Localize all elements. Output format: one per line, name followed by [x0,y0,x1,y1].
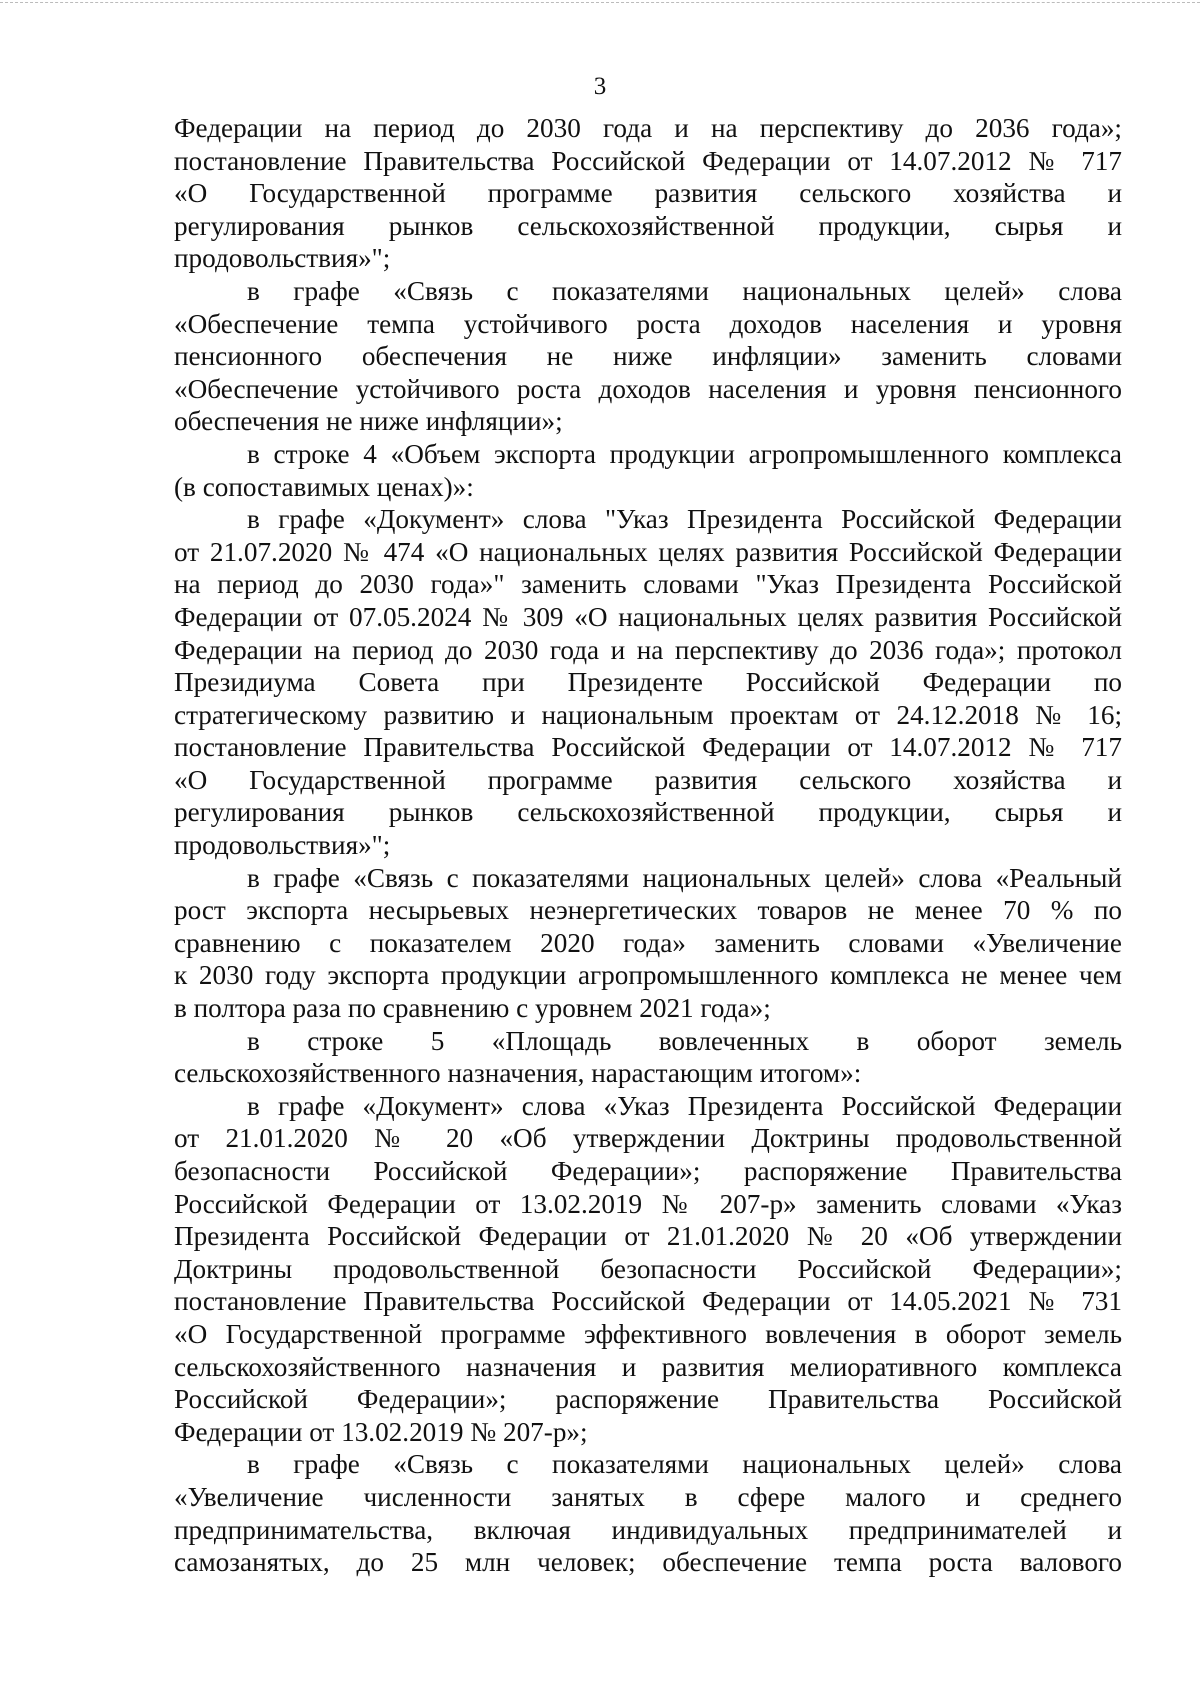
text-line: Президиума Совета при Президенте Российской Федерации по [174,667,1122,698]
page-number: 3 [593,73,607,100]
text-line: предпринимательства, включая индивидуальных предпринимателей и [174,1514,1122,1545]
text-line: рост экспорта несырьевых неэнергетических товаров не менее 70 % по [174,895,1122,926]
text-line: от 21.01.2020 № 20 «Об утверждении Доктрины продовольственной [174,1123,1122,1154]
text-line: постановление Правительства Российской Федерации от 14.05.2021 № 731 [174,1286,1122,1317]
text-line: сравнению с показателем 2020 года» заменить словами «Увеличение [174,927,1122,958]
text-line: Президента Российской Федерации от 21.01.2020 № 20 «Об утверждении [174,1221,1122,1252]
text-line: Российской Федерации»; распоряжение Правительства Российской [174,1384,1122,1415]
text-line: продовольствия»"; [174,830,391,861]
text-line: постановление Правительства Российской Федерации от 14.07.2012 № 717 [174,732,1122,763]
text-line: «Обеспечение устойчивого роста доходов населения и уровня пенсионного [174,373,1122,404]
text-line: в графе «Документ» слова "Указ Президента Российской Федерации [247,504,1122,535]
text-line: в графе «Связь с показателями национальных целей» слова «Реальный [247,862,1122,893]
text-line: Российской Федерации от 13.02.2019 № 207-р» заменить словами «Указ [174,1188,1122,1219]
text-line: Федерации от 07.05.2024 № 309 «О национальных целях развития Российской [174,601,1122,632]
text-line: (в сопоставимых ценах)»: [174,471,474,502]
text-line: «О Государственной программе развития сельского хозяйства и [174,764,1122,795]
text-line: сельскохозяйственного назначения и развития мелиоративного комплекса [174,1351,1122,1382]
text-line: «Обеспечение темпа устойчивого роста доходов населения и уровня [174,308,1122,339]
text-line: в графе «Связь с показателями национальных целей» слова [247,275,1122,306]
text-line: постановление Правительства Российской Федерации от 14.07.2012 № 717 [174,145,1122,176]
text-line: Федерации на период до 2030 года и на перспективу до 2036 года»; протокол [174,634,1122,665]
text-line: на период до 2030 года»" заменить словами "Указ Президента Российской [174,569,1122,600]
document-body [174,112,1122,1579]
text-line: сельскохозяйственного назначения, нарастающим итогом»: [174,1058,862,1089]
text-line: регулирования рынков сельскохозяйственной продукции, сырья и [174,797,1122,828]
text-line: обеспечения не ниже инфляции»; [174,406,563,437]
text-line: в графе «Документ» слова «Указ Президента Российской Федерации [247,1090,1122,1121]
text-line: «О Государственной программе эффективного вовлечения в оборот земель [174,1318,1122,1349]
text-line: самозанятых, до 25 млн человек; обеспечение темпа роста валового [174,1547,1122,1578]
text-line: стратегическому развитию и национальным проектам от 24.12.2018 № 16; [174,699,1122,730]
text-line: в полтора раза по сравнению с уровнем 2021 года»; [174,993,771,1024]
text-line: в строке 5 «Площадь вовлеченных в оборот земель [247,1025,1122,1056]
text-line: пенсионного обеспечения не ниже инфляции» заменить словами [174,341,1122,372]
text-line: в графе «Связь с показателями национальных целей» слова [247,1449,1122,1480]
text-line: к 2030 году экспорта продукции агропромышленного комплекса не менее чем [174,960,1122,991]
text-line: продовольствия»"; [174,243,391,274]
text-line: «Увеличение численности занятых в сфере малого и среднего [174,1481,1122,1512]
text-line: «О Государственной программе развития сельского хозяйства и [174,178,1122,209]
text-line: от 21.07.2020 № 474 «О национальных целях развития Российской Федерации [174,536,1122,567]
text-line: Федерации от 13.02.2019 № 207-р»; [174,1416,588,1447]
text-line: безопасности Российской Федерации»; распоряжение Правительства [174,1156,1122,1186]
text-line: регулирования рынков сельскохозяйственной продукции, сырья и [174,210,1122,241]
scan-top-edge [0,2,1200,3]
text-line: Федерации на период до 2030 года и на перспективу до 2036 года»; [174,113,1122,143]
text-line: Доктрины продовольственной безопасности Российской Федерации»; [174,1253,1122,1284]
text-line: в строке 4 «Объем экспорта продукции агропромышленного комплекса [247,438,1122,469]
